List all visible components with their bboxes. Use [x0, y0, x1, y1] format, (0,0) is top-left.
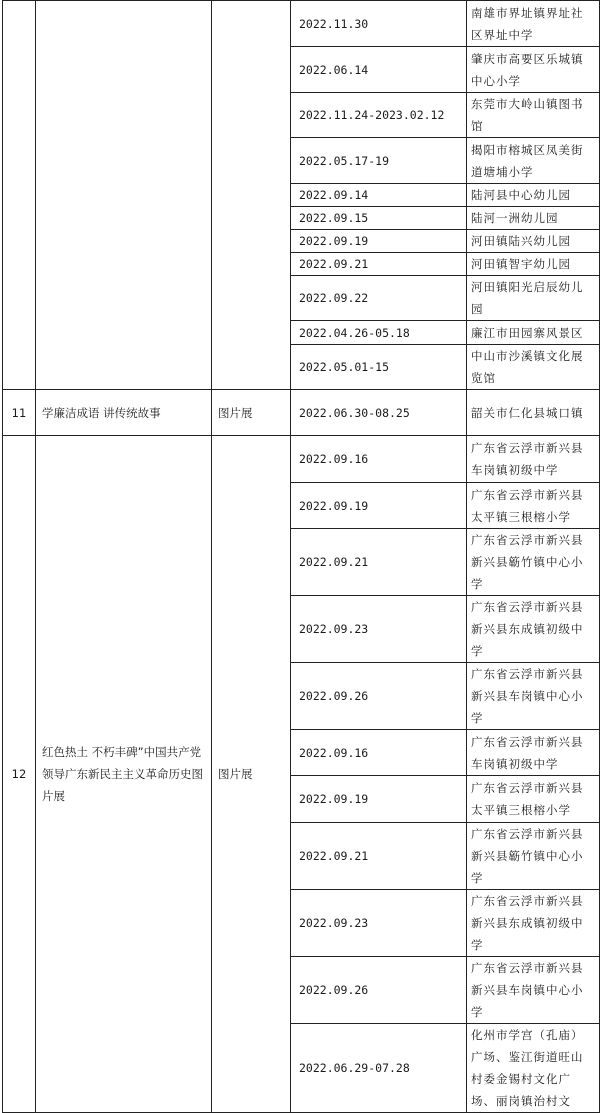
exhibition-venue: 广东省云浮市新兴县新兴县簕竹镇中心小学	[467, 529, 600, 596]
exhibition-venue: 广东省云浮市新兴县新兴县簕竹镇中心小学	[467, 823, 600, 890]
exhibition-date: 2022.11.24-2023.02.12	[291, 93, 467, 138]
table-row	[3, 1, 600, 47]
exhibition-type: 图片展	[212, 390, 291, 436]
exhibition-venue: 东莞市大岭山镇图书馆	[467, 93, 600, 138]
exhibition-date: 2022.09.23	[291, 596, 467, 663]
exhibition-date: 2022.11.30	[291, 1, 467, 47]
exhibition-table	[2, 0, 600, 1113]
exhibition-venue: 河田镇陆兴幼儿园	[467, 230, 600, 253]
row-number	[3, 1, 36, 390]
exhibition-date: 2022.09.19	[291, 230, 467, 253]
row-number: 11	[3, 390, 36, 436]
exhibition-venue: 广东省云浮市新兴县新兴县车岗镇中心小学	[467, 663, 600, 730]
exhibition-venue: 广东省云浮市新兴县新兴县车岗镇中心小学	[467, 957, 600, 1024]
exhibition-venue: 韶关市仁化县城口镇	[467, 390, 600, 436]
exhibition-date: 2022.09.21	[291, 823, 467, 890]
exhibition-venue: 揭阳市榕城区凤美街道塘埔小学	[467, 138, 600, 184]
exhibition-venue: 广东省云浮市新兴县太平镇三根榕小学	[467, 483, 600, 529]
exhibition-date: 2022.06.14	[291, 47, 467, 93]
exhibition-date: 2022.04.26-05.18	[291, 321, 467, 345]
exhibition-venue: 陆河一洲幼儿园	[467, 207, 600, 230]
table-row	[3, 436, 600, 483]
exhibition-title: 学廉洁成语 讲传统故事	[36, 390, 212, 436]
exhibition-venue: 广东省云浮市新兴县新兴县东成镇初级中学	[467, 890, 600, 957]
exhibition-title	[36, 1, 212, 390]
exhibition-date: 2022.06.29-07.28	[291, 1024, 467, 1113]
exhibition-date: 2022.09.26	[291, 663, 467, 730]
exhibition-date: 2022.09.22	[291, 276, 467, 321]
exhibition-venue: 肇庆市高要区乐城镇中心小学	[467, 47, 600, 93]
exhibition-date: 2022.09.15	[291, 207, 467, 230]
exhibition-venue: 广东省云浮市新兴县太平镇三根榕小学	[467, 776, 600, 823]
exhibition-date: 2022.09.16	[291, 730, 467, 776]
exhibition-venue: 陆河县中心幼儿园	[467, 184, 600, 207]
exhibition-venue: 廉江市田园寨风景区	[467, 321, 600, 345]
exhibition-venue: 南雄市界址镇界址社区界址中学	[467, 1, 600, 47]
exhibition-type	[212, 1, 291, 390]
exhibition-date: 2022.09.19	[291, 483, 467, 529]
exhibition-venue: 广东省云浮市新兴县新兴县东成镇初级中学	[467, 596, 600, 663]
exhibition-venue: 河田镇智宇幼儿园	[467, 253, 600, 276]
exhibition-date: 2022.05.01-15	[291, 345, 467, 390]
exhibition-type: 图片展	[212, 436, 291, 1113]
exhibition-title: 红色热土 不朽丰碑”中国共产党领导广东新民主主义革命历史图片展	[36, 436, 212, 1113]
exhibition-date: 2022.06.30-08.25	[291, 390, 467, 436]
table-row	[3, 390, 600, 436]
exhibition-date: 2022.09.21	[291, 529, 467, 596]
exhibition-date: 2022.09.16	[291, 436, 467, 483]
exhibition-venue: 化州市学宫（孔庙）广场、鉴江街道旺山村委金锡村文化广场、丽岗镇治村文	[467, 1024, 600, 1113]
exhibition-venue: 广东省云浮市新兴县车岗镇初级中学	[467, 730, 600, 776]
exhibition-venue: 中山市沙溪镇文化展览馆	[467, 345, 600, 390]
exhibition-date: 2022.09.26	[291, 957, 467, 1024]
row-number: 12	[3, 436, 36, 1113]
exhibition-venue: 广东省云浮市新兴县车岗镇初级中学	[467, 436, 600, 483]
exhibition-date: 2022.09.21	[291, 253, 467, 276]
exhibition-date: 2022.05.17-19	[291, 138, 467, 184]
exhibition-date: 2022.09.14	[291, 184, 467, 207]
exhibition-date: 2022.09.19	[291, 776, 467, 823]
exhibition-venue: 河田镇阳光启辰幼儿园	[467, 276, 600, 321]
exhibition-date: 2022.09.23	[291, 890, 467, 957]
